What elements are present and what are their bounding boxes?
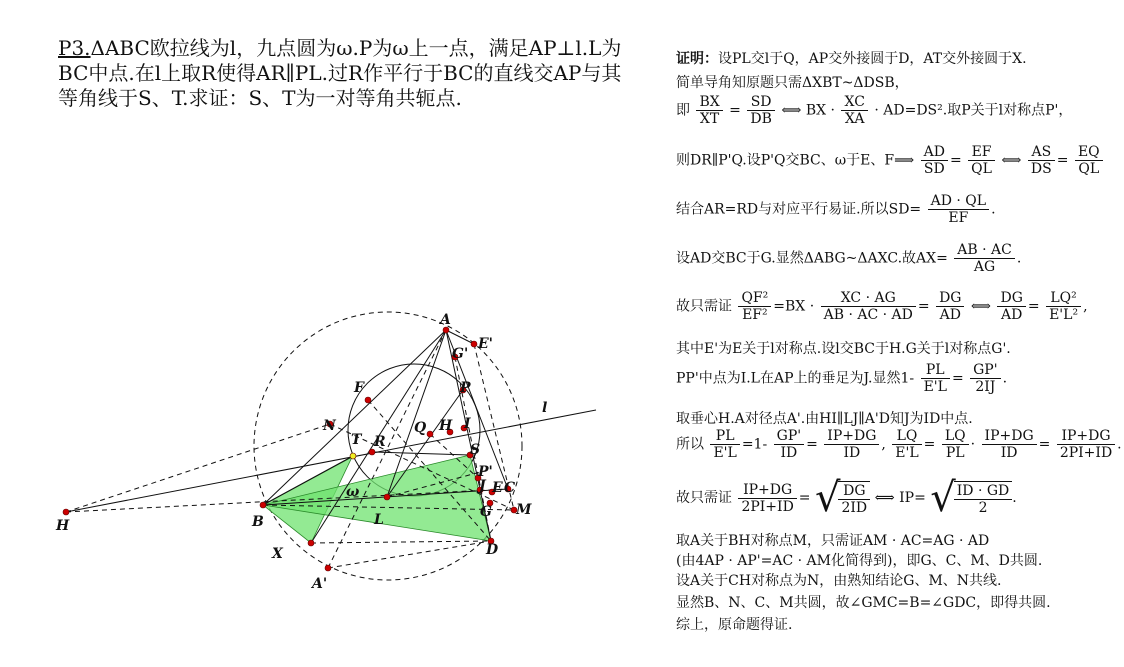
problem-number: P3. xyxy=(58,36,91,60)
proof-line-17: 综上，原命题得证. xyxy=(676,617,793,633)
proof-line-6: 设AD交BC于G.显然ΔABG~ΔAXC.故AX= $\frac{AB \cdot AC}{AG}$ . xyxy=(676,242,1022,275)
label-E: E xyxy=(492,480,503,496)
proof-line-13: 取A关于BH对称点M，只需证AM · AC=AG · AD xyxy=(676,533,990,549)
proof-label: 证明： xyxy=(676,51,718,67)
fraction: $\frac{DG}{AD}$ xyxy=(936,290,964,323)
label-A-prime: A' xyxy=(312,576,328,592)
label-H-orthocenter: H xyxy=(439,418,453,434)
label-H: H xyxy=(56,518,70,534)
fraction: $\frac{AS}{DS}$ xyxy=(1028,144,1055,177)
proof-line-2 xyxy=(676,72,909,92)
proof-line-8: 其中E'为E关于l对称点.设l交BC于H.G关于l对称点G'. xyxy=(676,341,1011,357)
fraction: $\frac{XC \cdot AG}{AB \cdot AC \cdot AD}$ xyxy=(821,290,916,323)
label-I: I xyxy=(464,416,471,432)
proof-line-9: PP'中点为I.L在AP上的垂足为J.显然1- $\frac{PL}{E'L}$ = $\frac{GP'}{2IJ}$ . xyxy=(676,362,1008,395)
label-G-prime: G' xyxy=(452,346,469,362)
fraction: $\frac{\text{LQ²}}{\text{E'L²}}$ xyxy=(1046,290,1081,323)
problem-statement xyxy=(58,36,638,111)
label-T: T xyxy=(351,432,362,448)
proof-line-14: (由4AP · AP'=AC · AM化简得到)，即G、C、M、D共圆. xyxy=(676,553,1043,569)
label-l: l xyxy=(542,400,548,416)
fraction: $\frac{IP+DG}{2PI+ID}$ xyxy=(738,482,796,515)
fraction: $\frac{XC}{XA}$ xyxy=(841,94,867,127)
label-M: M xyxy=(516,502,532,518)
label-omega: ω xyxy=(346,484,360,500)
fraction: $\frac{AB \cdot AC}{AG}$ xyxy=(954,242,1015,275)
fraction: $\frac{DG}{AD}$ xyxy=(997,290,1025,323)
fraction: $\frac{PL}{E'L}$ xyxy=(710,428,739,461)
label-L: L xyxy=(374,512,384,528)
fraction: $\frac{PL}{E'L}$ xyxy=(921,362,950,395)
fraction: $\frac{IP+DG}{2PI+ID}$ xyxy=(1057,428,1115,461)
label-D: D xyxy=(486,542,499,558)
fraction: $\frac{LQ}{E'L}$ xyxy=(892,428,921,461)
proof-line-4: 则DR∥P'Q.设P'Q交BC、ω于E、F⟹ $\frac{AD}{SD}$ = $\frac{EF}{QL}$ ⟺ $\frac{AS}{DS}$ = $\frac{EQ}{QL}$ xyxy=(676,144,1105,177)
proof-line-15: 设A关于CH对称点为N，由熟知结论G、M、N共线. xyxy=(676,573,1002,589)
proof-line-3: 即 $\frac{BX}{XT}$ = $\frac{SD}{DB}$ ⟺ BX · $\frac{XC}{XA}$ · AD=DS².取P关于l对称点P'， xyxy=(676,94,1073,127)
label-P-prime: P' xyxy=(478,464,493,480)
label-C: C xyxy=(504,480,516,496)
fraction: $\frac{SD}{DB}$ xyxy=(747,94,775,127)
label-E-prime: E' xyxy=(478,336,493,352)
problem-text: ΔABC欧拉线为l，九点圆为ω.P为ω上一点，满足AP⊥l.L为BC中点.在l上取R使得AR∥PL.过R作平行于BC的直线交AP与其等角线于S、T.求证：S、T为一对等角共轭点. xyxy=(58,36,622,110)
label-F: F xyxy=(354,380,364,396)
label-Q: Q xyxy=(414,420,427,436)
label-R: R xyxy=(374,434,386,450)
proof-line-12: 故只需证 $\frac{IP+DG}{2PI+ID}$ = √ $\frac{DG}{2ID}$ ⟺ IP= √ $\frac{ID \cdot GD}{2}$ . xyxy=(676,475,1017,521)
line-AA' xyxy=(328,330,446,568)
proof-line-5: 结合AR=RD与对应平行易证.所以SD= $\frac{AD \cdot QL}{EF}$ . xyxy=(676,193,996,226)
proof-text: 简单导角知原题只需ΔXBT~ΔDSB， xyxy=(676,75,909,91)
proof-line-7: 故只需证 $\frac{\text{QF²}}{\text{EF²}}$ =BX · $\frac{XC \cdot AG}{AB \cdot AC \cdot AD}$ = $\frac{DG}{AD}$ ⟺ $\frac{DG}{AD}$ = $\frac{\text{LQ²}}{\text{E'L²}}$ , xyxy=(676,290,1088,323)
fraction: $\frac{IP+DG}{ID}$ xyxy=(982,428,1037,461)
label-B: B xyxy=(252,514,264,530)
fraction: $\frac{\text{QF²}}{\text{EF²}}$ xyxy=(738,290,771,323)
square-root: √ $\frac{DG}{2ID}$ xyxy=(815,480,870,516)
fraction: $\frac{EQ}{QL}$ xyxy=(1075,144,1103,177)
label-J: J xyxy=(479,478,486,494)
label-G: G xyxy=(480,504,492,520)
proof-text: 即 xyxy=(676,102,690,119)
label-P: P xyxy=(460,380,471,396)
proof-text: 设PL交l于Q，AP交外接圆于D，AT交外接圆于X. xyxy=(718,51,1027,67)
label-N: N xyxy=(323,418,336,434)
fraction: $\frac{EF}{QL}$ xyxy=(968,144,995,177)
fraction: $\frac{IP+DG}{ID}$ xyxy=(824,428,879,461)
square-root: √ $\frac{ID \cdot GD}{2}$ xyxy=(930,480,1012,516)
proof-line-10: 取垂心H.A对径点A'.由HI∥LJ∥A'D知J为ID中点. xyxy=(676,411,973,427)
proof-line-16: 显然B、N、C、M共圆，故∠GMC=B=∠GDC，即得共圆. xyxy=(676,595,1051,611)
label-X: X xyxy=(272,546,283,562)
fraction: $\frac{AD}{SD}$ xyxy=(921,144,948,177)
label-A: A xyxy=(440,312,451,328)
fraction: $\frac{AD \cdot QL}{EF}$ xyxy=(928,193,989,226)
line-XD xyxy=(311,541,491,543)
fraction: $\frac{LQ}{PL}$ xyxy=(942,428,969,461)
label-S: S xyxy=(470,442,481,458)
proof-line-1 xyxy=(676,48,1027,68)
fraction: $\frac{GP'}{ID}$ xyxy=(774,428,804,461)
geometry-figure xyxy=(40,300,640,600)
fraction: $\frac{BX}{XT}$ xyxy=(696,94,722,127)
proof-line-11: 所以 $\frac{PL}{E'L}$ =1- $\frac{GP'}{ID}$ = $\frac{IP+DG}{ID}$ , $\frac{LQ}{E'L}$ = $\frac{LQ}{PL}$ · $\frac{IP+DG}{ID}$ = $\frac{IP+DG}{2PI+ID}$ . xyxy=(676,428,1122,461)
fraction: $\frac{GP'}{2IJ}$ xyxy=(970,362,1000,395)
line-RS xyxy=(372,452,470,455)
